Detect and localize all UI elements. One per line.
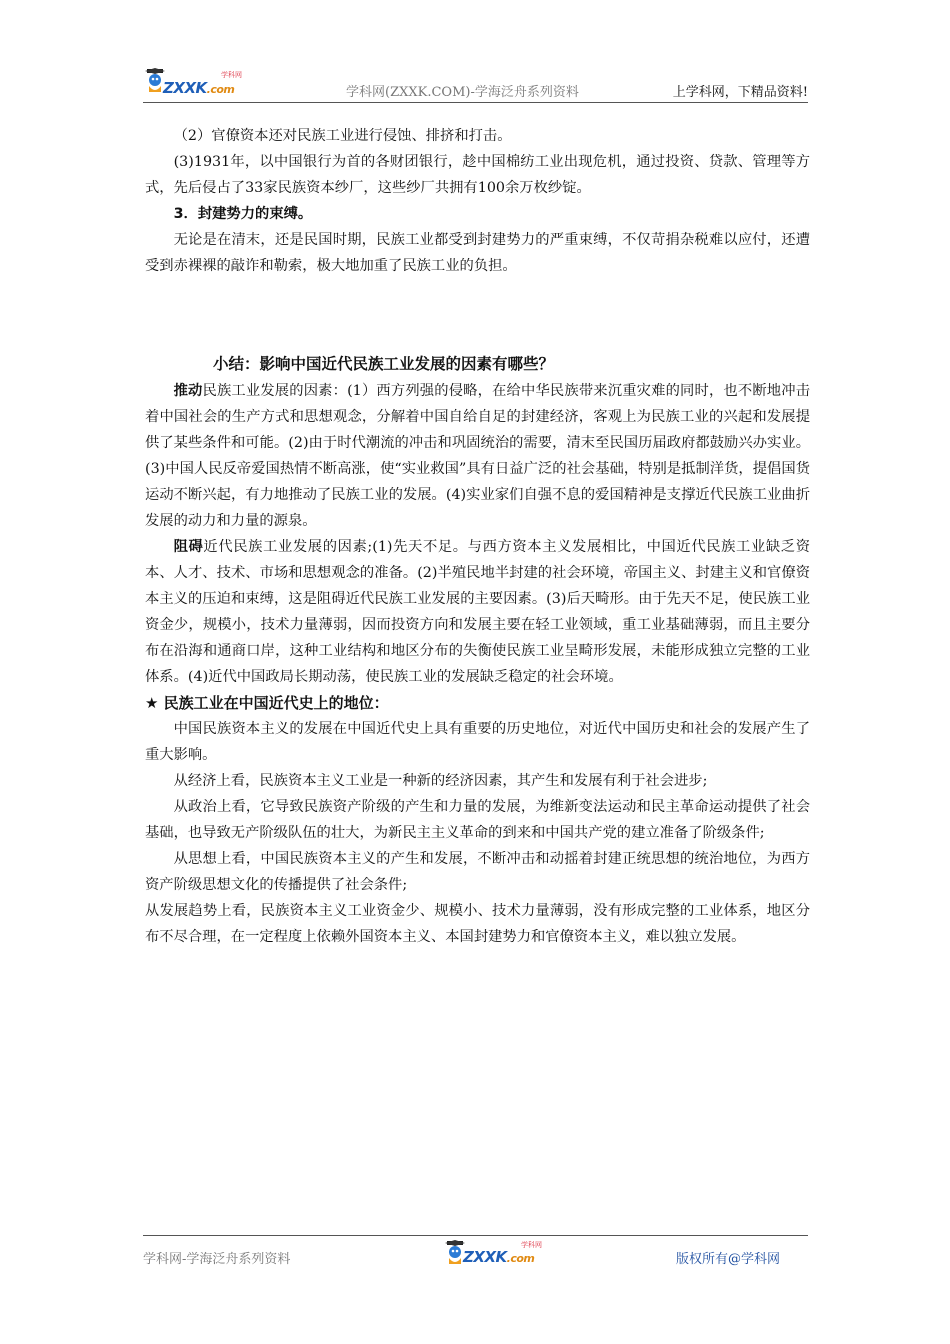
status-heading: ★ 民族工业在中国近代史上的地位： (145, 694, 389, 712)
status-paragraph-economy: 从经济上看，民族资本主义工业是一种新的经济因素，其产生和发展有利于社会进步; (173, 773, 708, 789)
page-header (143, 62, 808, 102)
section-heading-3: 3．封建势力的束缚。 (173, 206, 313, 222)
zxxk-logo[interactable] (143, 62, 253, 102)
footer-left-text: 学科网-学海泛舟系列资料 (143, 1252, 291, 1267)
mascot-icon (445, 1240, 465, 1266)
logo-text: ZXXK.com (163, 79, 235, 97)
mascot-icon (145, 68, 165, 94)
logo-tag: 学科网 (521, 1241, 542, 1249)
status-paragraph-trend: 从发展趋势上看，民族资本主义工业资金少、规模小、技术力量薄弱，没有形成完整的工业体系，地区分布不尽合理，在一定程度上依赖外国资本主义、本国封建势力和官僚资本主义，难以独立发展。 (145, 903, 810, 945)
header-divider (143, 102, 808, 103)
logo-tag: 学科网 (221, 71, 242, 79)
paragraph-hinder (145, 534, 810, 690)
paragraph-feudal: 无论是在清末，还是民国时期，民族工业都受到封建势力的严重束缚，不仅苛捐杂税难以应付，还遭受到赤裸裸的敲诈和勒索，极大地加重了民族工业的负担。 (145, 232, 810, 274)
hinder-text: 近代民族工业发展的因素;(1)先天不足。与西方资本主义发展相比，中国近代民族工业缺乏资本、人才、技术、市场和思想观念的准备。(2)半殖民地半封建的社会环境，帝国主义、封建主义和官僚资本主义的压迫和束缚，这是阻碍近代民族工业发展的主要因素。(3)后天畸形。由于先天不足，使民族工业资金少，规模小，技术力量薄弱，因而投资方向和发展主要在轻工业领域，重工业基础薄弱，而且主要分布在沿海和通商口岸，这种工业结构和地区分布的失衡使民族工业呈畸形发展，未能形成独立完整的工业体系。(4)近代中国政局长期动荡，使民族工业的发展缺乏稳定的社会环境。 (145, 539, 810, 685)
blank-space (145, 279, 810, 351)
footer-zxxk-logo[interactable] (443, 1238, 553, 1272)
hinder-label: 阻碍 (173, 539, 204, 555)
promote-text: 民族工业发展的因素：(1）西方列强的侵略，在给中华民族带来沉重灾难的同时，也不断地冲击着中国社会的生产方式和思想观念，分解着中国自给自足的封建经济，客观上为民族工业的兴起和发展提供了某些条件和可能。(2)由于时代潮流的冲击和巩固统治的需要，清末至民国历届政府都鼓励兴办实业。(3)中国人民反帝爱国热情不断高涨，使“实业救国”具有日益广泛的社会基础，特别是抵制洋货，提倡国货运动不断兴起，有力地推动了民族工业的发展。(4)实业家们自强不息的爱国精神是支撑近代民族工业曲折发展的动力和力量的源泉。 (145, 383, 811, 529)
paragraph-3: (3)1931年，以中国银行为首的各财团银行，趁中国棉纺工业出现危机，通过投资、贷款、管理等方式，先后侵占了33家民族资本纱厂，这些纱厂共拥有100余万枚纱锭。 (145, 154, 810, 196)
page-footer (143, 1235, 808, 1275)
status-paragraph-politics: 从政治上看，它导致民族资产阶级的产生和力量的发展，为维新变法运动和民主革命运动提供了社会基础，也导致无产阶级队伍的壮大，为新民主主义革命的到来和中国共产党的建立准备了阶级条件; (145, 799, 810, 841)
logo-text: ZXXK.com (463, 1248, 535, 1266)
footer-divider (143, 1235, 808, 1236)
header-center-text: 学科网(ZXXK.COM)-学海泛舟系列资料 (346, 85, 579, 100)
status-paragraph-thought: 从思想上看，中国民族资本主义的产生和发展，不断冲击和动摇着封建正统思想的统治地位，为西方资产阶级思想文化的传播提供了社会条件; (145, 851, 810, 893)
paragraph-2: （2）官僚资本还对民族工业进行侵蚀、排挤和打击。 (173, 128, 512, 144)
footer-copyright: 版权所有@学科网 (675, 1252, 780, 1267)
paragraph-promote (145, 378, 810, 534)
promote-label: 推动 (173, 383, 203, 399)
status-paragraph-1: 中国民族资本主义的发展在中国近代史上具有重要的历史地位，对近代中国历史和社会的发展产生了重大影响。 (145, 721, 810, 763)
header-right-text: 上学科网，下精品资料! (672, 85, 808, 100)
summary-title: 小结：影响中国近代民族工业发展的因素有哪些？ (213, 355, 555, 373)
document-body (145, 123, 810, 950)
